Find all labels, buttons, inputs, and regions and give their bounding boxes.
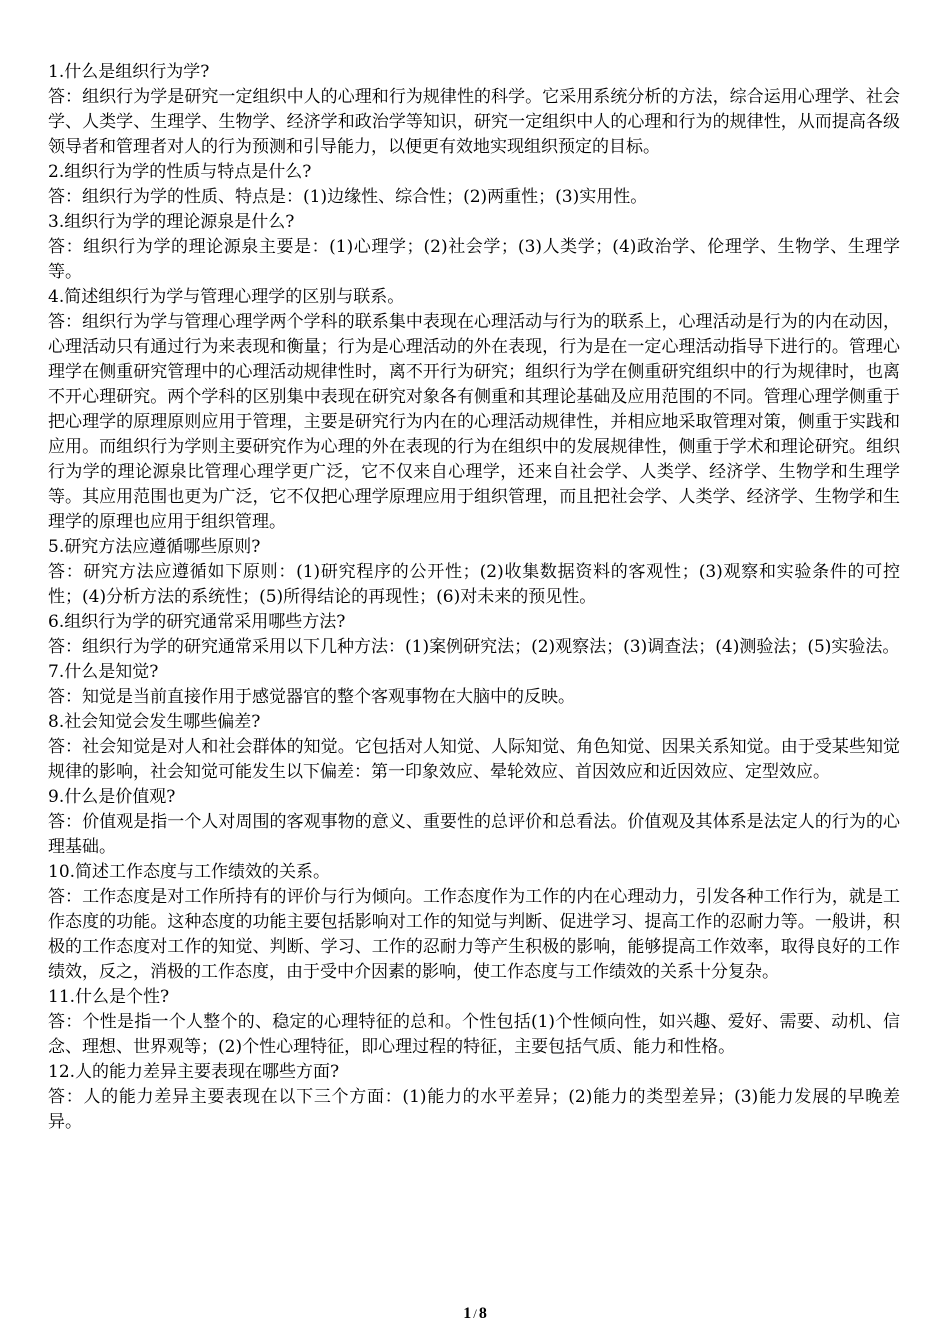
- answer-4: 答：组织行为学与管理心理学两个学科的联系集中表现在心理活动与行为的联系上，心理活动是行为的内在动因，心理活动只有通过行为来表现和衡量；行为是心理活动的外在表现，行为是在一定心理活动指导下进行的。管理心理学在侧重研究管理中的心理活动规律性时，离不开行为研究；组织行为学在侧重研究组织中的行为规律时，也离不开心理研究。两个学科的区别集中表现在研究对象各有侧重和其理论基础及应用范围的不同。管理心理学侧重于把心理学的原理原则应用于管理，主要是研究行为内在的心理活动规律性，并相应地采取管理对策，侧重于实践和应用。而组织行为学则主要研究作为心理的外在表现的行为在组织中的发展规律性，侧重于学术和理论研究。组织行为学的理论源泉比管理心理学更广泛，它不仅来自心理学，还来自社会学、人类学、经济学、生物学和生理学等。其应用范围也更为广泛，它不仅把心理学原理应用于组织管理，而且把社会学、人类学、经济学、生物学和生理学的原理也应用于组织管理。: [48, 312, 900, 532]
- question-7: 7.什么是知觉?: [48, 662, 159, 682]
- question-12: 12.人的能力差异主要表现在哪些方面?: [48, 1062, 340, 1082]
- document-body: [48, 60, 900, 1135]
- answer-9: 答：价值观是指一个人对周围的客观事物的意义、重要性的总评价和总看法。价值观及其体系是法定人的行为的心理基础。: [48, 812, 900, 857]
- answer-5: 答：研究方法应遵循如下原则：(1)研究程序的公开性；(2)收集数据资料的客观性；(3)观察和实验条件的可控性；(4)分析方法的系统性；(5)所得结论的再现性；(6)对未来的预见性。: [48, 562, 900, 607]
- question-2: 2.组织行为学的性质与特点是什么?: [48, 162, 312, 182]
- answer-11: 答：个性是指一个人整个的、稳定的心理特征的总和。个性包括(1)个性倾向性，如兴趣、爱好、需要、动机、信念、理想、世界观等；(2)个性心理特征，即心理过程的特征，主要包括气质、能力和性格。: [48, 1012, 900, 1057]
- answer-3: 答：组织行为学的理论源泉主要是：(1)心理学；(2)社会学；(3)人类学；(4)政治学、伦理学、生物学、生理学等。: [48, 237, 900, 282]
- question-1: 1.什么是组织行为学?: [48, 62, 210, 82]
- answer-2: 答：组织行为学的性质、特点是：(1)边缘性、综合性；(2)两重性；(3)实用性。: [48, 187, 648, 207]
- question-6: 6.组织行为学的研究通常采用哪些方法?: [48, 612, 346, 632]
- answer-12: 答：人的能力差异主要表现在以下三个方面：(1)能力的水平差异；(2)能力的类型差异；(3)能力发展的早晚差异。: [48, 1087, 900, 1132]
- page-separator: /: [473, 1306, 477, 1321]
- question-10: 10.简述工作态度与工作绩效的关系。: [48, 862, 331, 882]
- total-pages-number: 8: [478, 1305, 487, 1322]
- question-5: 5.研究方法应遵循哪些原则?: [48, 537, 261, 557]
- page-number: [0, 1305, 950, 1323]
- answer-10: 答：工作态度是对工作所持有的评价与行为倾向。工作态度作为工作的内在心理动力，引发各种工作行为，就是工作态度的功能。这种态度的功能主要包括影响对工作的知觉与判断、促进学习、提高工作的忍耐力等。一般讲，积极的工作态度对工作的知觉、判断、学习、工作的忍耐力等产生积极的影响，能够提高工作效率，取得良好的工作绩效，反之，消极的工作态度，由于受中介因素的影响，使工作态度与工作绩效的关系十分复杂。: [48, 887, 900, 982]
- answer-8: 答：社会知觉是对人和社会群体的知觉。它包括对人知觉、人际知觉、角色知觉、因果关系知觉。由于受某些知觉规律的影响，社会知觉可能发生以下偏差：第一印象效应、晕轮效应、首因效应和近因效应、定型效应。: [48, 737, 900, 782]
- question-8: 8.社会知觉会发生哪些偏差?: [48, 712, 261, 732]
- question-9: 9.什么是价值观?: [48, 787, 176, 807]
- answer-7: 答：知觉是当前直接作用于感觉器官的整个客观事物在大脑中的反映。: [48, 687, 575, 707]
- question-4: 4.简述组织行为学与管理心理学的区别与联系。: [48, 287, 405, 307]
- question-11: 11.什么是个性?: [48, 987, 170, 1007]
- answer-1: 答：组织行为学是研究一定组织中人的心理和行为规律性的科学。它采用系统分析的方法，综合运用心理学、社会学、人类学、生理学、生物学、经济学和政治学等知识，研究一定组织中人的心理和行为的规律性，从而提高各级领导者和管理者对人的行为预测和引导能力，以便更有效地实现组织预定的目标。: [48, 87, 900, 157]
- answer-6: 答：组织行为学的研究通常采用以下几种方法：(1)案例研究法；(2)观察法；(3)调查法；(4)测验法；(5)实验法。: [48, 637, 900, 657]
- question-3: 3.组织行为学的理论源泉是什么?: [48, 212, 295, 232]
- current-page-number: 1: [463, 1305, 472, 1322]
